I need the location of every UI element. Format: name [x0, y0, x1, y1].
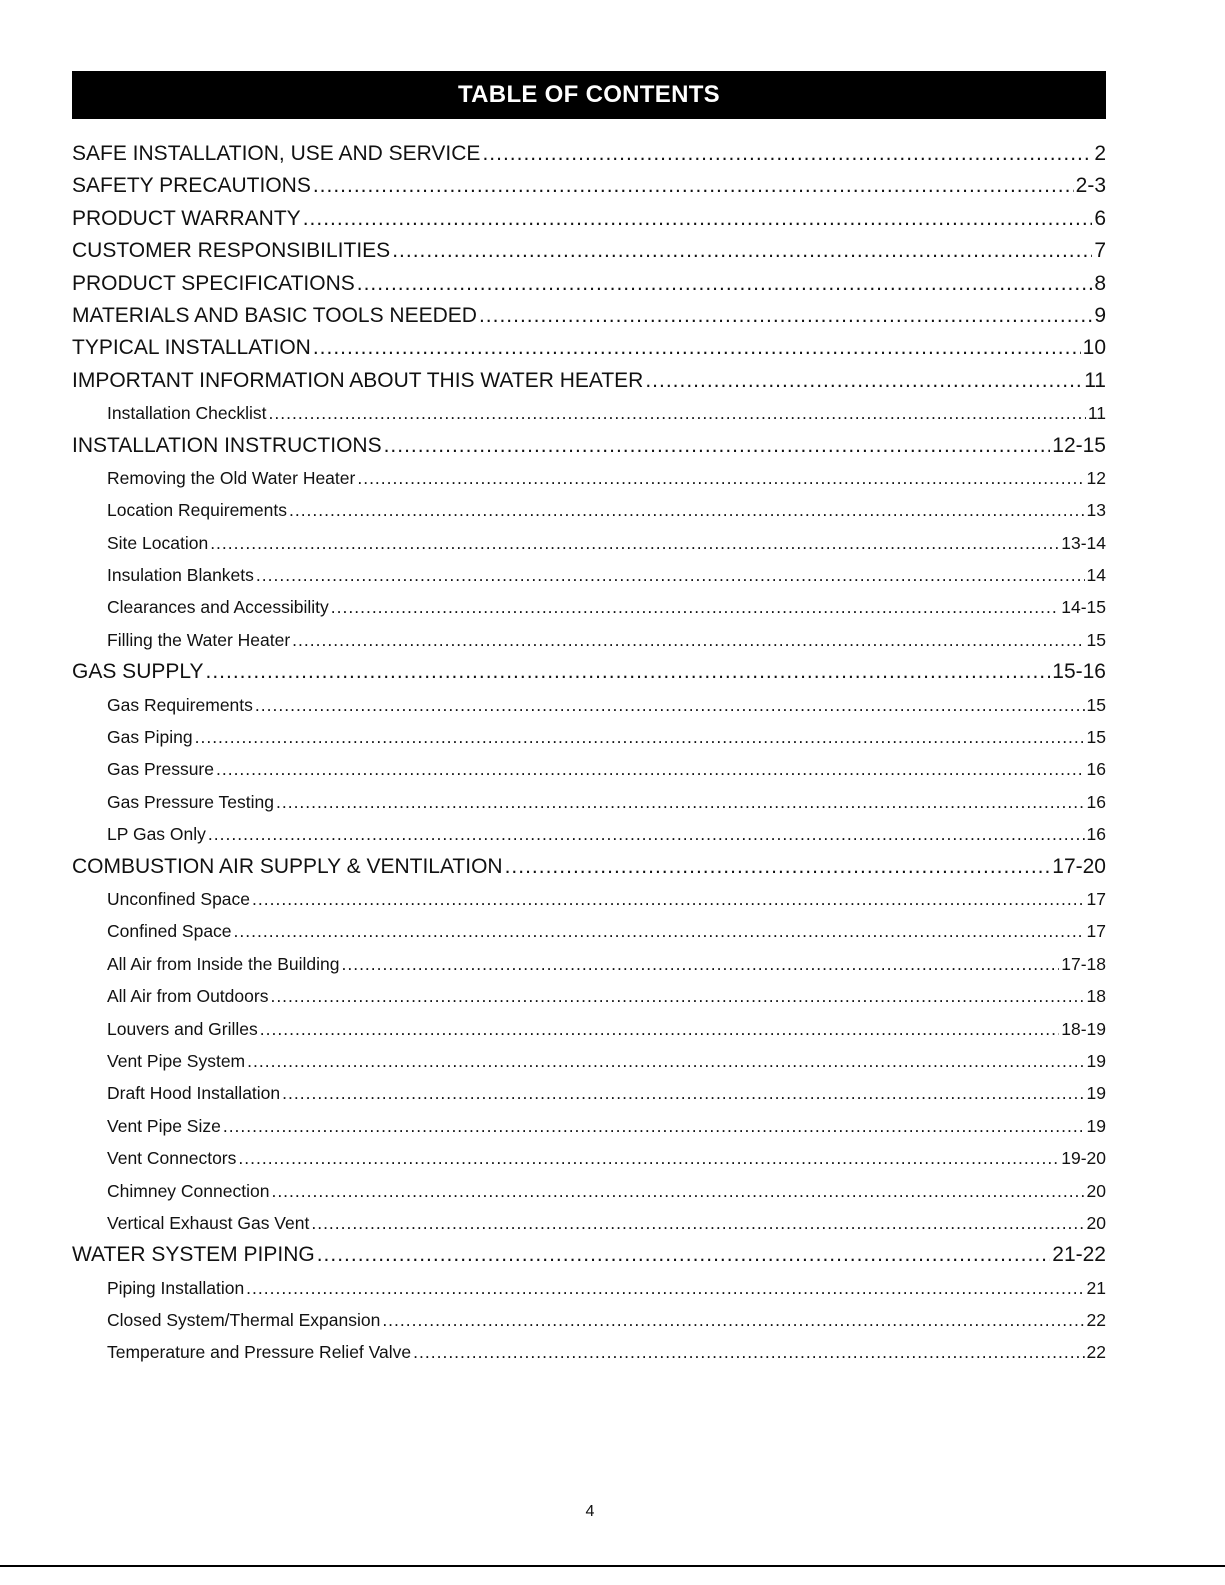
- toc-entry-label: All Air from Inside the Building: [107, 953, 340, 974]
- toc-entry-label: Chimney Connection: [107, 1180, 270, 1201]
- toc-entry-page: 17-20: [1052, 854, 1106, 878]
- toc-entry-page: 17: [1086, 888, 1106, 909]
- toc-subsection-entry[interactable]: [72, 786, 1106, 818]
- toc-entry-page: 19: [1086, 1050, 1106, 1071]
- toc-entry-page: 15-16: [1052, 660, 1106, 684]
- toc-entry-page: 22: [1086, 1342, 1106, 1363]
- toc-subsection-entry[interactable]: [72, 948, 1106, 980]
- toc-entry-page: 19: [1086, 1083, 1106, 1104]
- toc-subsection-entry[interactable]: [72, 397, 1106, 429]
- toc-subsection-entry[interactable]: [72, 1175, 1106, 1207]
- toc-subsection-entry[interactable]: [72, 1045, 1106, 1077]
- toc-subsection-entry[interactable]: [72, 591, 1106, 623]
- toc-entry-page: 18: [1086, 986, 1106, 1007]
- toc-entry-label: Filling the Water Heater: [107, 629, 291, 650]
- toc-subsection-entry[interactable]: [72, 624, 1106, 656]
- toc-entry-page: 11: [1084, 368, 1106, 392]
- dot-leader: [223, 1110, 1085, 1142]
- toc-section-entry[interactable]: [72, 851, 1106, 883]
- toc-subsection-entry[interactable]: [72, 462, 1106, 494]
- toc-section-entry[interactable]: [72, 170, 1106, 202]
- toc-subsection-entry[interactable]: [72, 721, 1106, 753]
- toc-entry-label: Temperature and Pressure Relief Valve: [107, 1342, 412, 1363]
- dot-leader: [234, 915, 1085, 947]
- dot-leader: [208, 818, 1085, 850]
- toc-entry-label: Insulation Blankets: [107, 565, 254, 586]
- toc-subsection-entry[interactable]: [72, 1272, 1106, 1304]
- toc-section-entry[interactable]: [72, 235, 1106, 267]
- toc-entry-label: SAFETY PRECAUTIONS: [72, 174, 311, 198]
- toc-subsection-entry[interactable]: [72, 1207, 1106, 1239]
- toc-entry-label: Vent Connectors: [107, 1148, 237, 1169]
- dot-leader: [292, 624, 1084, 656]
- dot-leader: [505, 851, 1051, 883]
- dot-leader: [384, 430, 1051, 462]
- dot-leader: [195, 721, 1085, 753]
- dot-leader: [317, 1239, 1051, 1271]
- toc-entry-label: All Air from Outdoors: [107, 986, 269, 1007]
- toc-entry-page: 16: [1086, 791, 1106, 812]
- toc-entry-page: 12-15: [1052, 433, 1106, 457]
- toc-subsection-entry[interactable]: [72, 1077, 1106, 1109]
- dot-leader: [313, 332, 1081, 364]
- toc-entry-page: 8: [1094, 271, 1106, 295]
- toc-entry-label: SAFE INSTALLATION, USE AND SERVICE: [72, 142, 481, 165]
- dot-leader: [413, 1336, 1084, 1368]
- toc-section-entry[interactable]: [72, 138, 1106, 170]
- toc-section-entry[interactable]: [72, 365, 1106, 397]
- toc-entry-label: Removing the Old Water Heater: [107, 467, 356, 488]
- toc-entry-label: Vent Pipe System: [107, 1050, 246, 1071]
- toc-entry-label: Gas Piping: [107, 727, 193, 748]
- toc-section-entry[interactable]: [72, 430, 1106, 462]
- dot-leader: [260, 1013, 1059, 1045]
- dot-leader: [357, 268, 1093, 300]
- toc-subsection-entry[interactable]: [72, 527, 1106, 559]
- dot-leader: [482, 138, 1092, 170]
- toc-subsection-entry[interactable]: [72, 1013, 1106, 1045]
- toc-entry-label: Gas Pressure Testing: [107, 791, 274, 812]
- toc-entry-label: MATERIALS AND BASIC TOOLS NEEDED: [72, 303, 477, 327]
- dot-leader: [289, 494, 1085, 526]
- toc-entry-label: LP Gas Only: [107, 824, 206, 845]
- toc-title: TABLE OF CONTENTS: [458, 81, 720, 108]
- dot-leader: [282, 1077, 1084, 1109]
- dot-leader: [276, 786, 1085, 818]
- toc-entry-label: Piping Installation: [107, 1277, 245, 1298]
- toc-subsection-entry[interactable]: [72, 689, 1106, 721]
- toc-subsection-entry[interactable]: [72, 1142, 1106, 1174]
- toc-entry-page: 2-3: [1075, 174, 1106, 198]
- dot-leader: [303, 203, 1093, 235]
- toc-section-entry[interactable]: [72, 1239, 1106, 1271]
- toc-entry-page: 11: [1087, 403, 1106, 424]
- toc-entry-label: Installation Checklist: [107, 403, 267, 424]
- toc-entry-page: 16: [1086, 759, 1106, 780]
- toc-subsection-entry[interactable]: [72, 1110, 1106, 1142]
- toc-entry-page: 12: [1086, 467, 1106, 488]
- toc-section-entry[interactable]: [72, 203, 1106, 235]
- toc-entry-page: 10: [1082, 336, 1106, 360]
- toc-entry-page: 22: [1086, 1310, 1106, 1331]
- toc-subsection-entry[interactable]: [72, 753, 1106, 785]
- dot-leader: [246, 1272, 1084, 1304]
- dot-leader: [256, 559, 1085, 591]
- toc-entry-page: 7: [1094, 239, 1106, 263]
- toc-subsection-entry[interactable]: [72, 559, 1106, 591]
- toc-subsection-entry[interactable]: [72, 883, 1106, 915]
- toc-entry-label: INSTALLATION INSTRUCTIONS: [72, 433, 382, 457]
- toc-entry-page: 13: [1086, 500, 1106, 521]
- dot-leader: [341, 948, 1059, 980]
- dot-leader: [238, 1142, 1059, 1174]
- toc-subsection-entry[interactable]: [72, 980, 1106, 1012]
- toc-entry-label: Vertical Exhaust Gas Vent: [107, 1212, 310, 1233]
- toc-entry-page: 6: [1094, 206, 1106, 230]
- toc-entry-page: 21-22: [1052, 1243, 1106, 1267]
- toc-entry-label: TYPICAL INSTALLATION: [72, 336, 311, 360]
- toc-entry-page: 9: [1094, 303, 1106, 327]
- toc-entry-page: 19-20: [1061, 1148, 1106, 1169]
- toc-entry-page: 2: [1094, 142, 1106, 165]
- toc-entry-label: WATER SYSTEM PIPING: [72, 1243, 315, 1267]
- toc-entry-label: Gas Pressure: [107, 759, 214, 780]
- dot-leader: [271, 1175, 1084, 1207]
- toc-entry-page: 15: [1086, 694, 1106, 715]
- toc-entry-label: Clearances and Accessibility: [107, 597, 329, 618]
- toc-entry-page: 13-14: [1061, 532, 1106, 553]
- toc-list: [72, 138, 1106, 1369]
- dot-leader: [247, 1045, 1084, 1077]
- toc-entry-page: 20: [1086, 1180, 1106, 1201]
- toc-entry-label: COMBUSTION AIR SUPPLY & VENTILATION: [72, 854, 503, 878]
- page-number: 4: [585, 1503, 595, 1520]
- toc-entry-label: Louvers and Grilles: [107, 1018, 258, 1039]
- toc-entry-page: 17-18: [1061, 953, 1106, 974]
- dot-leader: [252, 883, 1085, 915]
- toc-entry-page: 18-19: [1061, 1018, 1106, 1039]
- toc-entry-page: 17: [1086, 921, 1106, 942]
- toc-entry-label: Draft Hood Installation: [107, 1083, 281, 1104]
- dot-leader: [269, 397, 1086, 429]
- toc-entry-label: GAS SUPPLY: [72, 660, 204, 684]
- dot-leader: [357, 462, 1084, 494]
- toc-entry-page: 20: [1086, 1212, 1106, 1233]
- toc-entry-label: Unconfined Space: [107, 888, 251, 909]
- toc-subsection-entry[interactable]: [72, 915, 1106, 947]
- toc-section-entry[interactable]: [72, 300, 1106, 332]
- dot-leader: [479, 300, 1092, 332]
- toc-entry-page: 14: [1086, 565, 1106, 586]
- dot-leader: [645, 365, 1082, 397]
- toc-entry-label: PRODUCT SPECIFICATIONS: [72, 271, 355, 295]
- toc-subsection-entry[interactable]: [72, 1336, 1106, 1368]
- toc-header: [72, 71, 1106, 119]
- dot-leader: [331, 591, 1059, 623]
- dot-leader: [270, 980, 1084, 1012]
- dot-leader: [255, 689, 1085, 721]
- toc-entry-page: 19: [1086, 1115, 1106, 1136]
- toc-entry-label: Vent Pipe Size: [107, 1115, 221, 1136]
- toc-entry-label: Closed System/Thermal Expansion: [107, 1310, 381, 1331]
- toc-section-entry[interactable]: [72, 268, 1106, 300]
- dot-leader: [210, 527, 1059, 559]
- toc-entry-label: Site Location: [107, 532, 209, 553]
- dot-leader: [216, 753, 1085, 785]
- toc-subsection-entry[interactable]: [72, 818, 1106, 850]
- bottom-rule: [0, 1565, 1225, 1567]
- toc-entry-label: PRODUCT WARRANTY: [72, 206, 301, 230]
- toc-subsection-entry[interactable]: [72, 1304, 1106, 1336]
- dot-leader: [392, 235, 1092, 267]
- toc-entry-page: 21: [1086, 1277, 1106, 1298]
- toc-entry-page: 14-15: [1061, 597, 1106, 618]
- toc-entry-label: Confined Space: [107, 921, 232, 942]
- toc-section-entry[interactable]: [72, 656, 1106, 688]
- dot-leader: [311, 1207, 1084, 1239]
- toc-entry-page: 15: [1086, 727, 1106, 748]
- dot-leader: [313, 170, 1074, 202]
- toc-entry-label: Location Requirements: [107, 500, 287, 521]
- toc-entry-page: 16: [1086, 824, 1106, 845]
- dot-leader: [382, 1304, 1084, 1336]
- dot-leader: [206, 656, 1051, 688]
- toc-section-entry[interactable]: [72, 332, 1106, 364]
- toc-entry-label: CUSTOMER RESPONSIBILITIES: [72, 239, 391, 263]
- toc-subsection-entry[interactable]: [72, 494, 1106, 526]
- toc-entry-page: 15: [1086, 629, 1106, 650]
- toc-entry-label: Gas Requirements: [107, 694, 253, 715]
- toc-entry-label: IMPORTANT INFORMATION ABOUT THIS WATER HEATER: [72, 368, 644, 392]
